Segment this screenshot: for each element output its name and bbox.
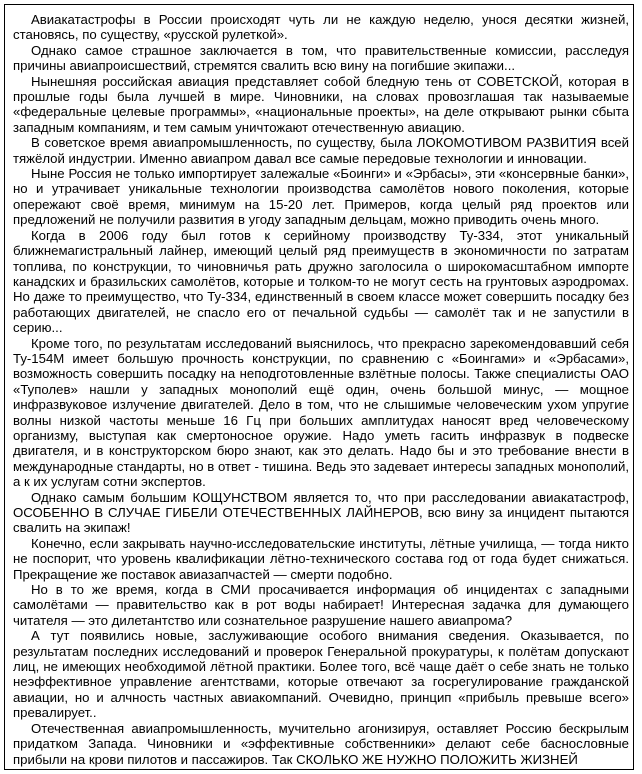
paragraph-7: Кроме того, по результатам исследований выяснилось, что прекрасно зарекомендовавший себя Ту-154М имеет большую прочность конструкции, по сравнению с «Боингами» и «Эрбасами», возможность совершить посадку на неподготовленные взлётные полосы. Также специалисты ОАО «Туполев» нашли у западных монополий ещё один, очень большой минус, — мощное инфразвуковое излучение двигателей. Дело в том, что не слышимые человеческим ухом упругие волны низкой частоты меньше 16 Гц при больших амплитудах наносят вред человеческому организму, выступая как смертоносное оружие. Надо уметь гасить инфразвук в подвеске двигателя, и в конструкторском бюро знают, как это делать. Надо бы и это требование внести в международные стандарты, но в ответ - тишина. Ведь это задевает интересы западных монополий, а к их услугам сотни экспертов.	[13, 335, 629, 490]
paragraph-2: Однако самое страшное заключается в том, что правительственные комиссии, расследуя причины авиапроисшествий, стремятся свалить всю вину на погибшие экипажи...	[13, 42, 629, 74]
paragraph-12: Отечественная авиапромышленность, мучительно агонизируя, оставляет Россию бескрылым придатком Запада. Чиновники и «эффективные собственники» делают себе баснословные прибыли на крови пилотов и пассажиров. Так СКОЛЬКО ЖЕ НУЖНО ПОЛОЖИТЬ ЖИЗНЕЙ	[13, 720, 629, 767]
paragraph-10: Но в то же время, когда в СМИ просачивается информация об инцидентах с западными самолётами — правительство как в рот воды набирает! Интересная задачка для думающего читателя — это дилетантство или сознательное разрушение нашего авиапрома?	[13, 582, 629, 628]
paragraph-9: Конечно, если закрывать научно-исследовательские институты, лётные училища, — тогда никто не поспорит, что уровень квалификации лётно-технического состава год от года будет снижаться. Прекращение же поставок авиазапчастей — смерти подобно.	[13, 535, 629, 582]
article-page	[4, 4, 634, 770]
paragraph-3: Нынешняя российская авиация представляет собой бледную тень от СОВЕТСКОЙ, которая в прошлые годы была лучшей в мире. Чиновники, на словах провозглашая так называемые «федеральные целевые программы», «национальные проекты», на деле открывают рынки сбыта западным компаниям, и тем самым уничтожают отечественную авиацию.	[13, 73, 629, 135]
paragraph-5: Ныне Россия не только импортирует залежалые «Боинги» и «Эрбасы», эти «консервные банки», но и утрачивает уникальные технологии производства самолётов нового поколения, которые опережают своё время, минимум на 15-20 лет. Примеров, когда целый ряд проектов или предложений не получили развития в угоду западным дельцам, можно приводить очень много.	[13, 166, 629, 228]
paragraph-8: Однако самым большим КОЩУНСТВОМ является то, что при расследовании авиакатастроф, ОСОБЕННО В СЛУЧАЕ ГИБЕЛИ ОТЕЧЕСТВЕННЫХ ЛАЙНЕРОВ, всю вину за инцидент пытаются свалить на экипаж!	[13, 489, 629, 536]
paragraph-11: А тут появились новые, заслуживающие особого внимания сведения. Оказывается, по результатам последних исследований и проверок Генеральной прокуратуры, к полётам допускают лиц, не имеющих необходимой лётной практики. Более того, всё чаще даёт о себе знать не только неэффективное управление агентствами, которые отвечают за госрегулирование гражданской авиации, но и алчность частных авиакомпаний. Очевидно, принцип «прибыль превыше всего» превалирует..	[13, 628, 629, 721]
paragraph-4: В советское время авиапромышленность, по существу, была ЛОКОМОТИВОМ РАЗВИТИЯ всей тяжёлой индустрии. Именно авиапром давал все самые передовые технологии и инновации.	[13, 135, 629, 166]
paragraph-6: Когда в 2006 году был готов к серийному производству Ту-334, этот уникальный ближнемагистральный лайнер, имеющий целый ряд преимуществ в экономичности по затратам топлива, по конструкции, то чиновничья рать дружно заголосила о широкомасштабном импорте канадских и бразильских самолётов, которые и толком-то не могут сесть на грунтовых аэродромах. Но даже то преимущество, что Ту-334, единственный в своем классе может совершить посадку без работающих двигателей, не спасло его от печальной судьбы — самолёт так и не запустили в серию...	[13, 227, 629, 336]
paragraph-1: Авиакатастрофы в России происходят чуть ли не каждую неделю, унося десятки жизней, становясь, по существу, «русской рулеткой».	[13, 12, 629, 43]
